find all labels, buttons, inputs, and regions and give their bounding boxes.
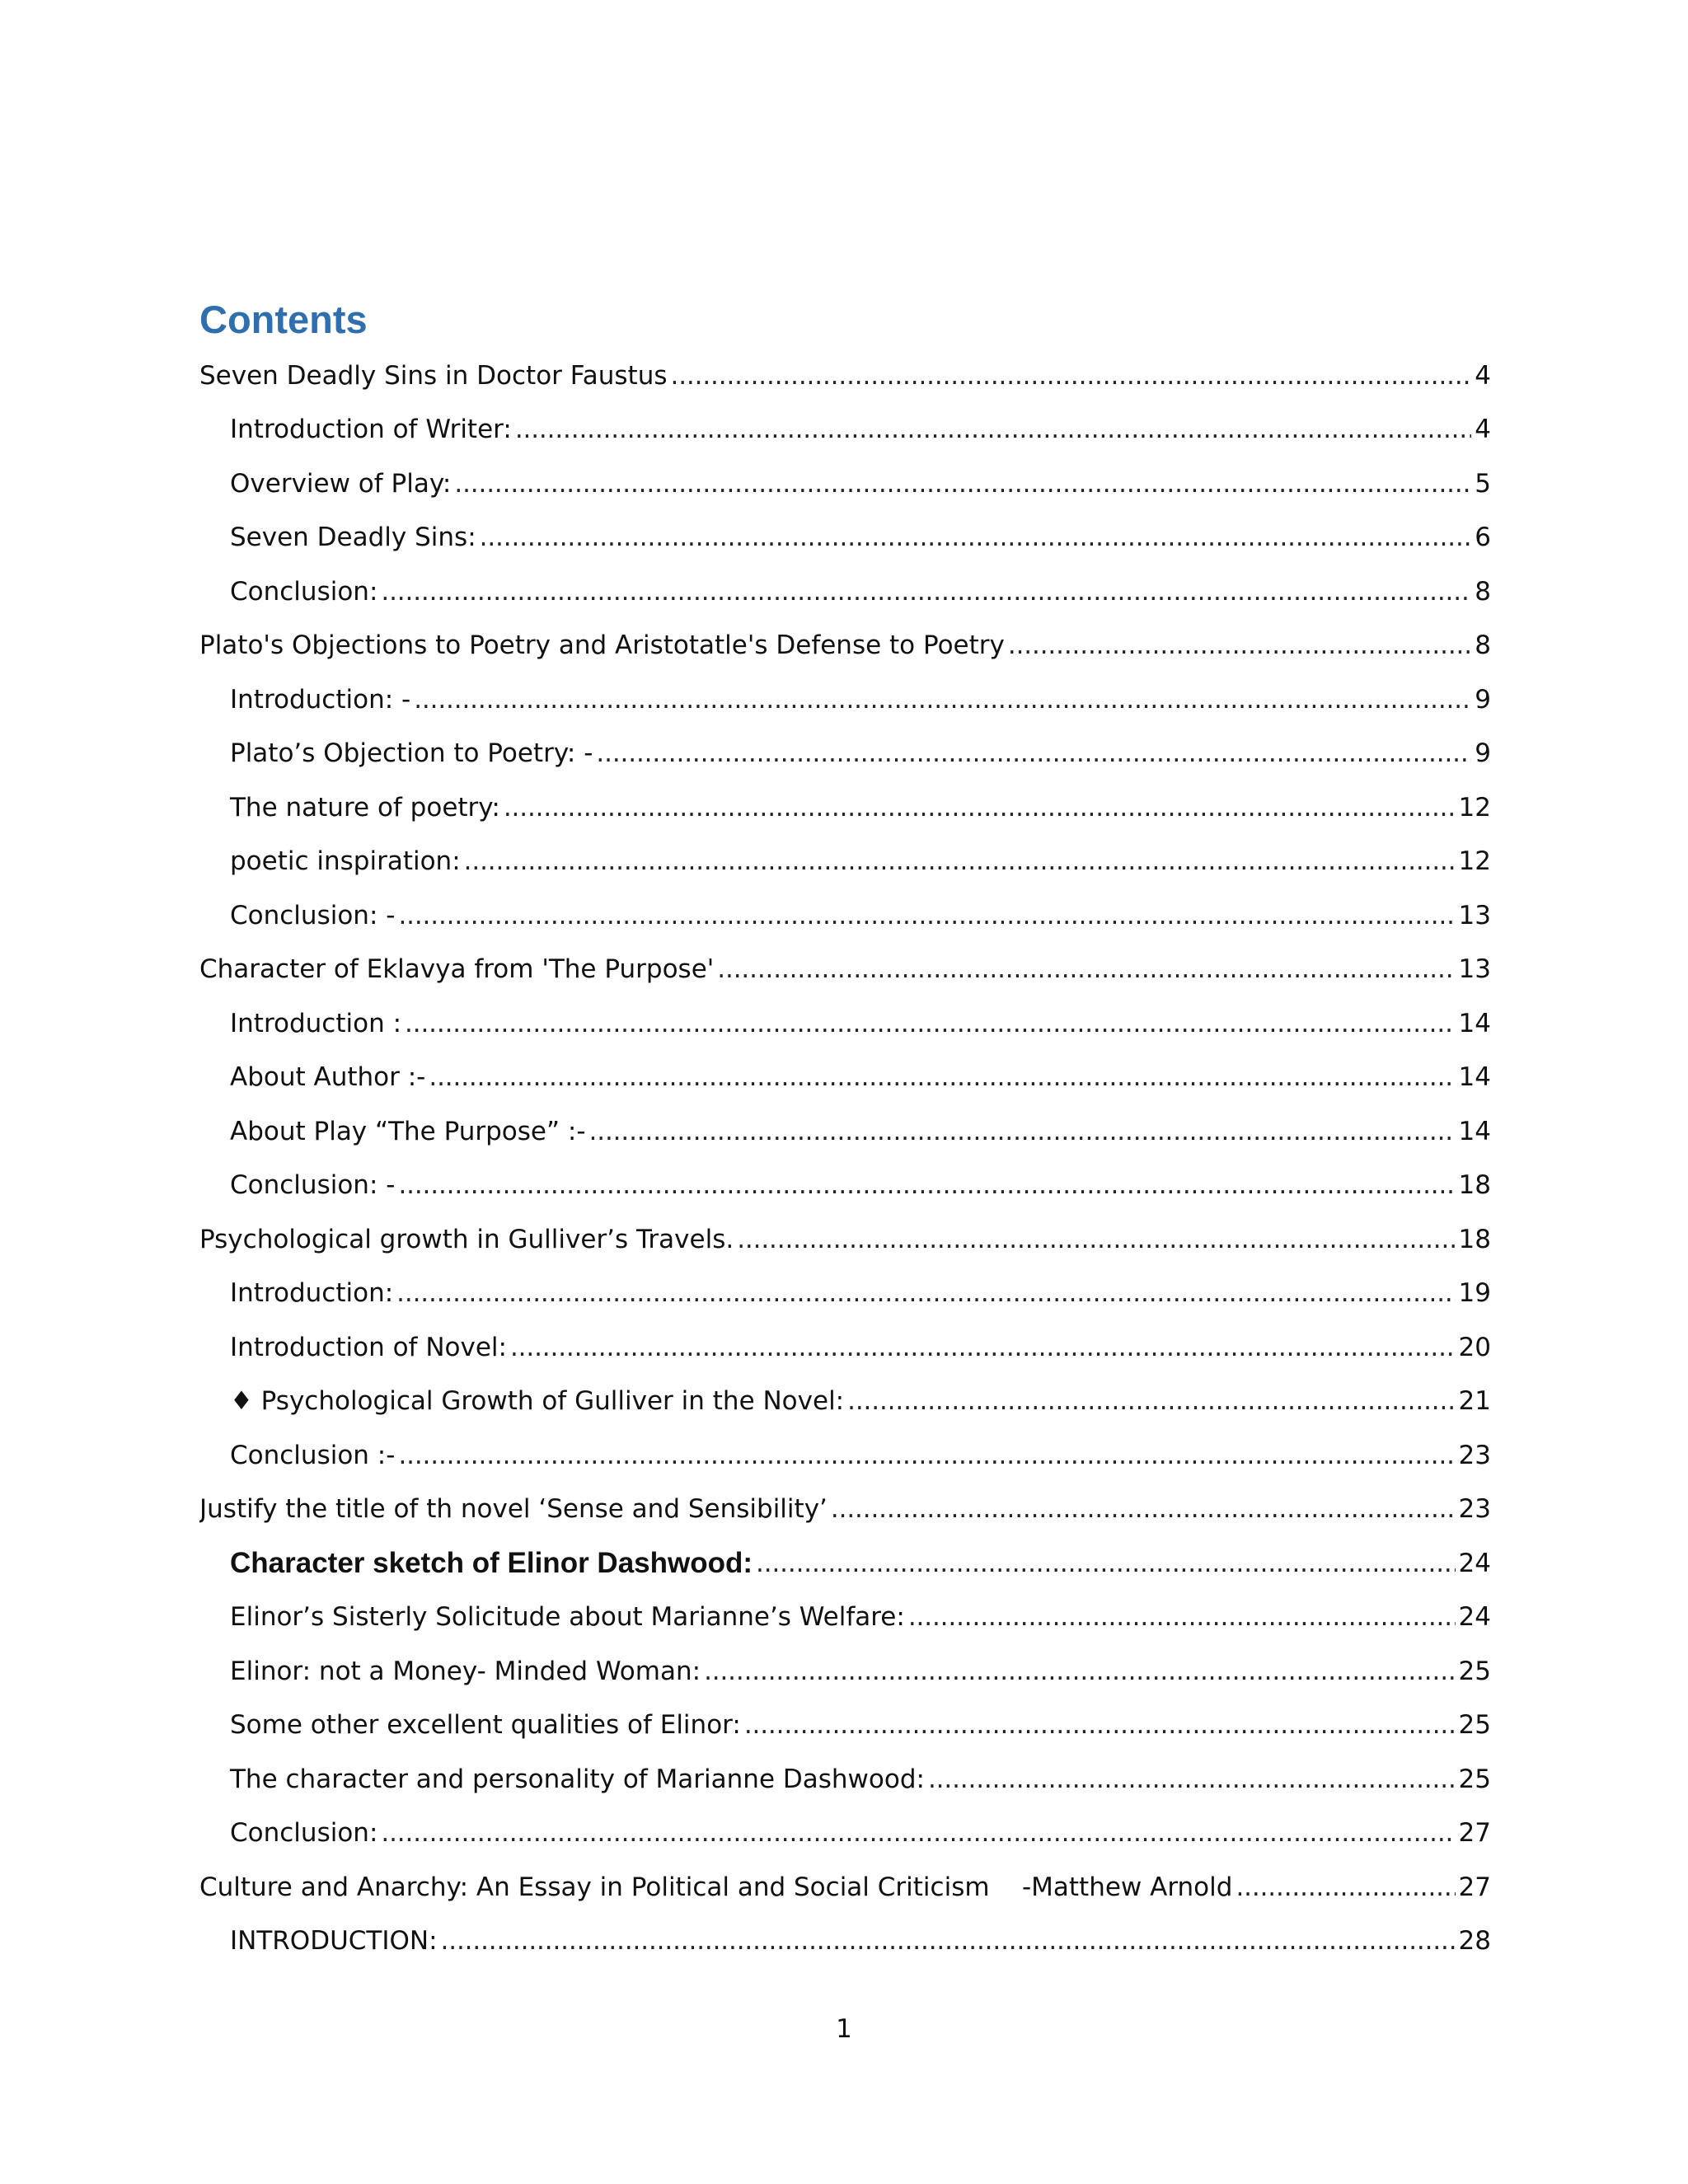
toc-entry[interactable] (199, 1591, 1491, 1645)
toc-dot-leader (396, 1278, 1455, 1308)
toc-entry-title: Seven Deadly Sins: (230, 523, 480, 552)
toc-entry-title: Introduction of Novel: (230, 1333, 510, 1362)
toc-entry-page-number: 23 (1456, 1494, 1491, 1524)
toc-entry[interactable] (199, 619, 1491, 673)
toc-dot-leader (515, 415, 1471, 444)
toc-entry-page-number: 18 (1456, 1170, 1491, 1200)
toc-entry-title: Psychological growth in Gulliver’s Travels. (199, 1225, 737, 1254)
toc-entry[interactable] (199, 511, 1491, 565)
toc-entry[interactable] (199, 457, 1491, 511)
toc-entry-title: Introduction: - (230, 685, 414, 715)
toc-entry-page-number: 25 (1456, 1657, 1491, 1686)
toc-dot-leader (1236, 1872, 1455, 1902)
toc-entry-title: About Play “The Purpose” :- (230, 1117, 589, 1146)
toc-dot-leader (756, 1549, 1456, 1578)
table-of-contents (199, 349, 1491, 1968)
toc-dot-leader (510, 1333, 1456, 1362)
toc-dot-leader (717, 954, 1455, 984)
toc-entry-title: The character and personality of Marianne Dashwood: (230, 1765, 928, 1794)
toc-entry-page-number: 21 (1456, 1386, 1491, 1416)
toc-entry-page-number: 12 (1456, 846, 1491, 876)
toc-entry-page-number: 13 (1456, 901, 1491, 930)
toc-dot-leader (737, 1225, 1455, 1254)
toc-dot-leader (414, 685, 1471, 715)
toc-entry-page-number: 8 (1471, 630, 1491, 660)
toc-entry[interactable] (199, 996, 1491, 1051)
toc-entry[interactable] (199, 1807, 1491, 1861)
toc-entry-page-number: 24 (1456, 1549, 1491, 1578)
toc-entry-title: INTRODUCTION: (230, 1926, 441, 1956)
toc-dot-leader (847, 1386, 1455, 1416)
toc-entry[interactable] (199, 1860, 1491, 1915)
toc-entry[interactable] (199, 1915, 1491, 1969)
toc-entry[interactable] (199, 1267, 1491, 1321)
toc-dot-leader (671, 361, 1472, 391)
toc-entry[interactable] (199, 673, 1491, 727)
toc-entry-page-number: 20 (1456, 1333, 1491, 1362)
toc-dot-leader (441, 1926, 1456, 1956)
toc-dot-leader (464, 846, 1456, 876)
toc-dot-leader (398, 1170, 1455, 1200)
toc-entry-page-number: 14 (1456, 1062, 1491, 1092)
toc-entry-title: Conclusion: (230, 1818, 381, 1848)
toc-entry[interactable] (199, 1051, 1491, 1105)
toc-entry[interactable] (199, 1644, 1491, 1699)
toc-dot-leader (744, 1710, 1456, 1740)
toc-entry[interactable] (199, 835, 1491, 889)
toc-entry[interactable] (199, 1483, 1491, 1537)
toc-entry-page-number: 4 (1471, 415, 1491, 444)
toc-entry-title: Some other excellent qualities of Elinor: (230, 1710, 744, 1740)
toc-entry-page-number: 19 (1456, 1278, 1491, 1308)
toc-entry[interactable] (199, 1375, 1491, 1429)
toc-entry-title: Overview of Play: (230, 469, 454, 499)
toc-entry-page-number: 9 (1471, 738, 1491, 768)
toc-entry-page-number: 27 (1456, 1872, 1491, 1902)
toc-entry-title: Elinor’s Sisterly Solicitude about Marianne’s Welfare: (230, 1602, 908, 1632)
toc-entry-title: poetic inspiration: (230, 846, 464, 876)
toc-entry-page-number: 25 (1456, 1765, 1491, 1794)
toc-entry-title: Justify the title of th novel ‘Sense and Sensibility’ (199, 1494, 831, 1524)
toc-entry-title: Conclusion: (230, 577, 381, 607)
toc-dot-leader (1008, 630, 1471, 660)
toc-dot-leader (381, 577, 1471, 607)
toc-entry[interactable] (199, 1212, 1491, 1267)
toc-entry[interactable] (199, 403, 1491, 457)
toc-entry-title: The nature of poetry: (230, 793, 504, 823)
toc-dot-leader (596, 738, 1471, 768)
toc-entry-page-number: 9 (1471, 685, 1491, 715)
toc-entry[interactable] (199, 1536, 1491, 1591)
toc-entry[interactable] (199, 1104, 1491, 1159)
toc-entry-page-number: 23 (1456, 1441, 1491, 1470)
toc-entry-page-number: 14 (1456, 1117, 1491, 1146)
toc-entry-page-number: 5 (1471, 469, 1491, 499)
toc-entry-page-number: 18 (1456, 1225, 1491, 1254)
toc-dot-leader (908, 1602, 1456, 1632)
toc-entry-title: Plato’s Objection to Poetry: - (230, 738, 596, 768)
toc-entry-page-number: 14 (1456, 1009, 1491, 1038)
toc-dot-leader (831, 1494, 1456, 1524)
toc-entry-title: Character sketch of Elinor Dashwood: (230, 1547, 756, 1580)
toc-entry-title: Character of Eklavya from 'The Purpose' (199, 954, 717, 984)
toc-dot-leader (398, 1441, 1455, 1470)
toc-entry-title: Seven Deadly Sins in Doctor Faustus (199, 361, 671, 391)
toc-entry-title: Introduction: (230, 1278, 396, 1308)
toc-dot-leader (405, 1009, 1456, 1038)
toc-entry[interactable] (199, 780, 1491, 835)
toc-entry-title: Conclusion: - (230, 901, 398, 930)
toc-dot-leader (381, 1818, 1455, 1848)
toc-entry-title: About Author :- (230, 1062, 429, 1092)
toc-entry[interactable] (199, 888, 1491, 943)
toc-entry-page-number: 13 (1456, 954, 1491, 984)
toc-entry-page-number: 4 (1471, 361, 1491, 391)
toc-entry-page-number: 25 (1456, 1710, 1491, 1740)
toc-dot-leader (429, 1062, 1455, 1092)
toc-entry-page-number: 24 (1456, 1602, 1491, 1632)
toc-entry[interactable] (199, 943, 1491, 997)
toc-dot-leader (928, 1765, 1456, 1794)
toc-entry-title: Introduction : (230, 1009, 405, 1038)
toc-entry[interactable] (199, 565, 1491, 619)
toc-dot-leader (589, 1117, 1456, 1146)
toc-entry-title: Introduction of Writer: (230, 415, 515, 444)
toc-entry-page-number: 12 (1456, 793, 1491, 823)
toc-entry[interactable] (199, 1699, 1491, 1753)
toc-entry-title: ♦ Psychological Growth of Gulliver in the Novel: (230, 1386, 847, 1416)
toc-dot-leader (704, 1657, 1455, 1686)
toc-entry-page-number: 27 (1456, 1818, 1491, 1848)
toc-entry[interactable] (199, 727, 1491, 781)
page-number: 1 (836, 2014, 852, 2044)
toc-entry-page-number: 8 (1471, 577, 1491, 607)
toc-dot-leader (398, 901, 1455, 930)
toc-entry-title: Culture and Anarchy: An Essay in Political and Social Criticism -Matthew Arnold (199, 1872, 1236, 1902)
toc-entry-title: Plato's Objections to Poetry and Aristotatle's Defense to Poetry (199, 630, 1008, 660)
toc-entry[interactable] (199, 1428, 1491, 1483)
toc-entry[interactable] (199, 1159, 1491, 1213)
toc-dot-leader (504, 793, 1456, 823)
toc-entry-title: Conclusion :- (230, 1441, 398, 1470)
toc-entry-page-number: 6 (1471, 523, 1491, 552)
toc-entry-page-number: 28 (1456, 1926, 1491, 1956)
toc-dot-leader (480, 523, 1472, 552)
toc-entry-title: Elinor: not a Money- Minded Woman: (230, 1657, 704, 1686)
toc-entry[interactable] (199, 1752, 1491, 1807)
toc-entry[interactable] (199, 1320, 1491, 1375)
toc-entry[interactable] (199, 349, 1491, 403)
contents-heading: Contents (199, 298, 368, 341)
toc-entry-title: Conclusion: - (230, 1170, 398, 1200)
toc-dot-leader (454, 469, 1471, 499)
